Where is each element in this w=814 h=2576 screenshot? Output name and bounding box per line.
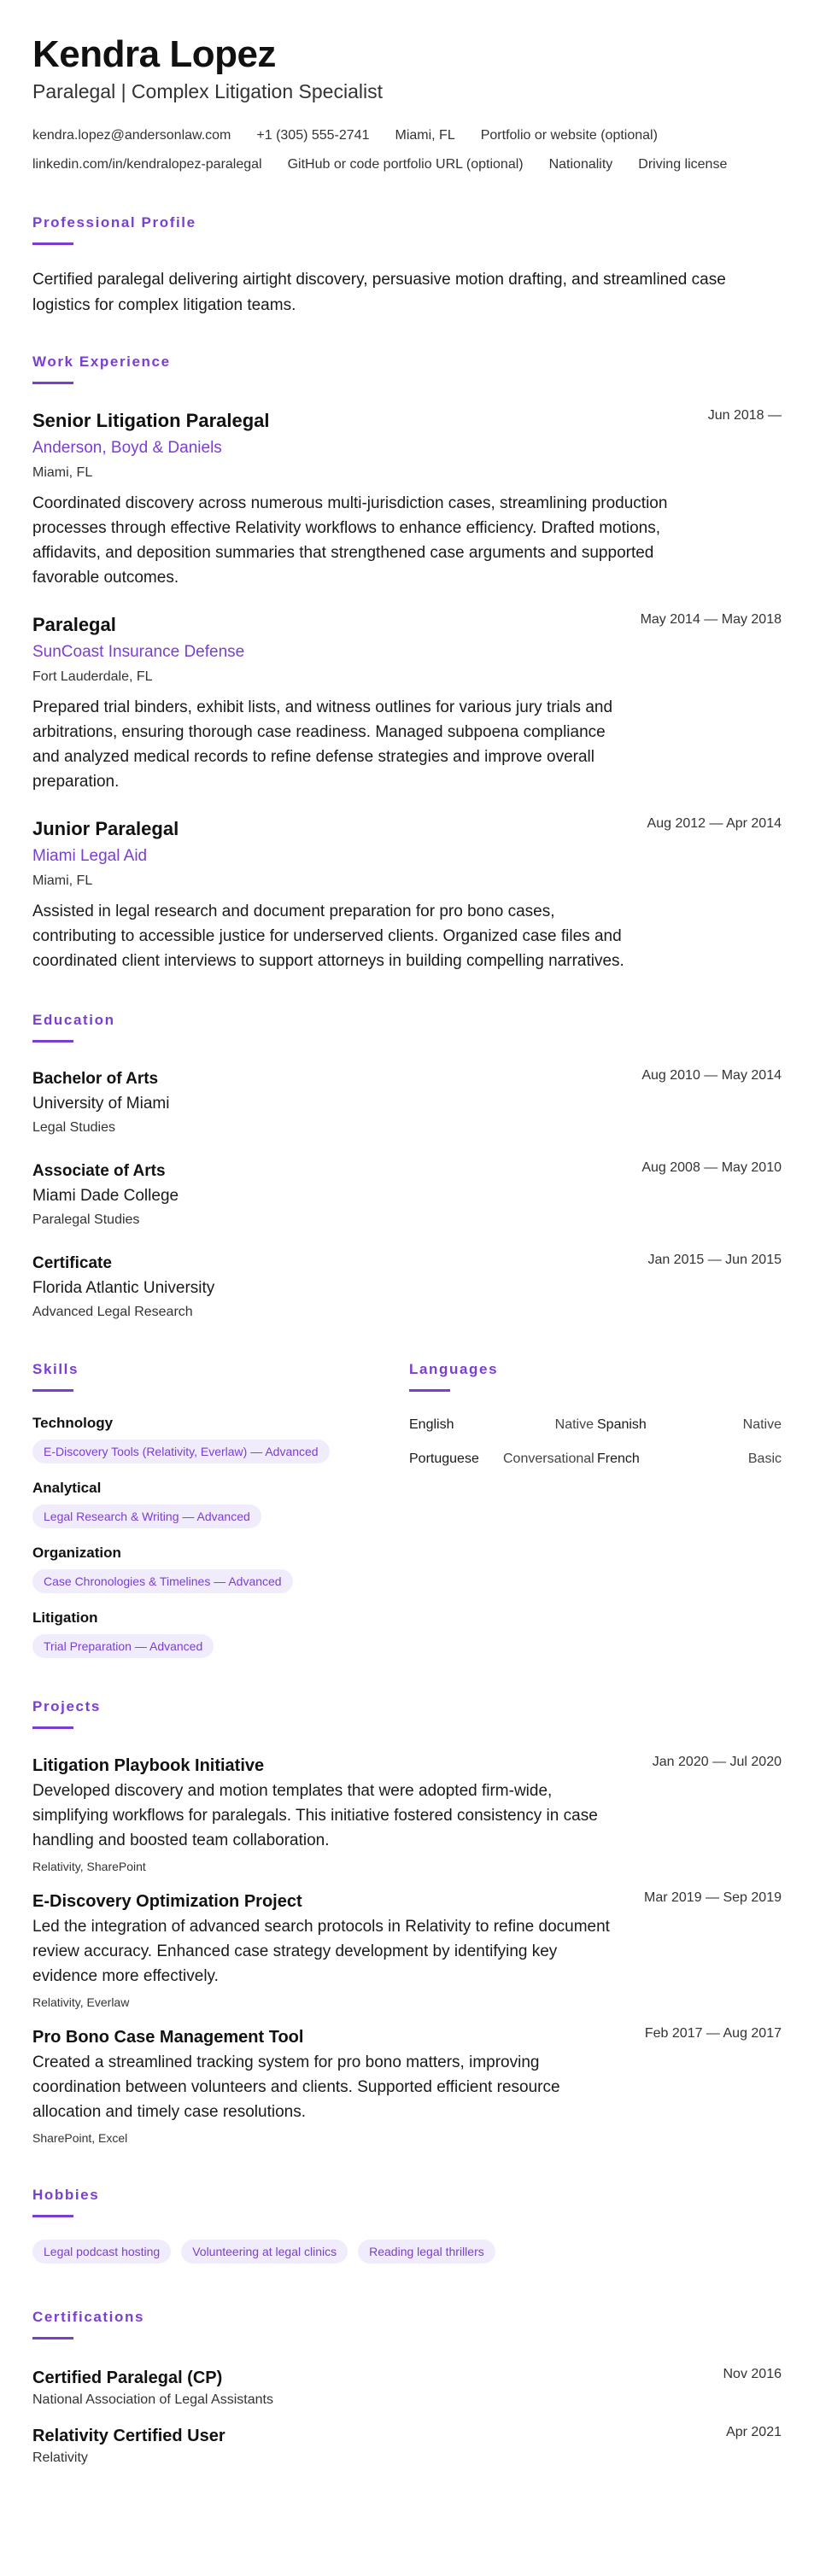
job-location: Miami, FL <box>32 465 93 480</box>
profile-summary: Certified paralegal delivering airtight discovery, persuasive motion drafting, and streamlined case logistics for complex litigation teams. <box>32 271 726 314</box>
contact-phone[interactable]: +1 (305) 555-2741 <box>256 128 370 143</box>
project-item <box>32 2026 782 2147</box>
certifications-section <box>32 2308 782 2468</box>
education-dates: Jan 2015 — Jun 2015 <box>647 1253 782 1267</box>
certification-issuer: Relativity <box>32 2450 88 2465</box>
certification-issuer: National Association of Legal Assistants <box>32 2392 273 2407</box>
field-of-study: Legal Studies <box>32 1120 115 1135</box>
section-title: Languages <box>409 1361 499 1377</box>
contact-location: Miami, FL <box>395 128 455 143</box>
job-title: Paralegal <box>32 614 116 635</box>
job-title: Junior Paralegal <box>32 818 179 839</box>
school-name: Miami Dade College <box>32 1187 179 1205</box>
contact-github[interactable]: GitHub or code portfolio URL (optional) <box>287 157 524 172</box>
section-divider <box>409 1389 450 1392</box>
profile-section <box>32 213 782 318</box>
project-description: Developed discovery and motion templates that were adopted firm-wide, simplifying workflows for paralegals. This initiative fostered consistency in case handling and boosted team collaboration. <box>32 1782 598 1849</box>
skills-section <box>32 1360 409 1658</box>
skill-pill: Trial Preparation — Advanced <box>32 1634 214 1658</box>
section-title: Skills <box>32 1361 79 1377</box>
language-name: Portuguese <box>409 1452 479 1466</box>
employer-name: Anderson, Boyd & Daniels <box>32 439 222 457</box>
job-description: Coordinated discovery across numerous multi-jurisdiction cases, streamlining production processes through effective Relativity workflows to enhance efficiency. Drafted motions, affidavits, and deposition summaries that strengthened case arguments and supported favorable outcomes. <box>32 494 668 587</box>
certification-item <box>32 2425 782 2468</box>
contact-portfolio[interactable]: Portfolio or website (optional) <box>480 128 658 143</box>
skill-category: Litigation <box>32 1609 98 1626</box>
hobby-pill: Reading legal thrillers <box>358 2240 495 2263</box>
skill-pill: E-Discovery Tools (Relativity, Everlaw) — Advanced <box>32 1440 330 1463</box>
candidate-headline: Paralegal | Complex Litigation Specialist <box>32 80 383 102</box>
language-name: French <box>597 1452 640 1466</box>
project-description: Led the integration of advanced search protocols in Relativity to refine document review accuracy. Enhanced case strategy development by identifying key evidence more effectively. <box>32 1918 610 1985</box>
skill-group <box>32 1414 409 1463</box>
hobby-pill: Volunteering at legal clinics <box>181 2240 348 2263</box>
skill-pill: Case Chronologies & Timelines — Advanced <box>32 1569 293 1593</box>
language-name: Spanish <box>597 1417 647 1432</box>
contact-driving-license: Driving license <box>638 157 728 172</box>
section-title: Certifications <box>32 2309 145 2325</box>
education-item <box>32 1160 782 1230</box>
section-title: Professional Profile <box>32 214 196 231</box>
resume-header <box>32 32 782 179</box>
section-title: Projects <box>32 1698 101 1714</box>
section-divider <box>32 382 73 384</box>
project-technologies: Relativity, SharePoint <box>32 1860 146 1873</box>
job-location: Miami, FL <box>32 873 93 888</box>
skill-pill: Legal Research & Writing — Advanced <box>32 1504 261 1528</box>
employer-name: Miami Legal Aid <box>32 847 148 865</box>
project-item <box>32 1890 782 2011</box>
certification-name: Relativity Certified User <box>32 2427 225 2445</box>
certification-item <box>32 2367 782 2410</box>
language-level: Native <box>554 1417 594 1432</box>
section-title: Hobbies <box>32 2187 100 2203</box>
degree-title: Bachelor of Arts <box>32 1070 159 1088</box>
contact-linkedin[interactable]: linkedin.com/in/kendralopez-paralegal <box>32 157 262 172</box>
degree-title: Associate of Arts <box>32 1162 166 1180</box>
project-description: Created a streamlined tracking system for pro bono matters, improving coordination between volunteers and clients. Supported efficient resource allocation and timely case resolutions. <box>32 2053 560 2121</box>
job-title: Senior Litigation Paralegal <box>32 410 270 431</box>
experience-item <box>32 612 782 794</box>
certification-name: Certified Paralegal (CP) <box>32 2369 223 2387</box>
contact-email[interactable]: kendra.lopez@andersonlaw.com <box>32 128 231 143</box>
job-description: Prepared trial binders, exhibit lists, and witness outlines for various jury trials and arbitrations, ensuring thorough case readiness. Managed subpoena compliance and analyzed medical records to refine defense strategies and improve overall preparation. <box>32 698 613 791</box>
language-name: English <box>409 1417 454 1432</box>
languages-grid <box>409 1414 782 1470</box>
section-title: Education <box>32 1012 115 1028</box>
experience-item <box>32 408 782 590</box>
projects-section <box>32 1697 782 2147</box>
skill-group <box>32 1544 409 1593</box>
education-item <box>32 1068 782 1138</box>
experience-item <box>32 816 782 973</box>
skill-group <box>32 1609 409 1658</box>
job-description: Assisted in legal research and document preparation for pro bono cases, contributing to accessible justice for underserved clients. Organized case files and coordinated client interviews to support attorneys in building compelling narratives. <box>32 902 624 970</box>
section-divider <box>32 1726 73 1729</box>
experience-section <box>32 353 782 973</box>
project-dates: Jan 2020 — Jul 2020 <box>652 1755 782 1769</box>
contact-nationality: Nationality <box>548 157 613 172</box>
hobby-pill: Legal podcast hosting <box>32 2240 171 2263</box>
field-of-study: Paralegal Studies <box>32 1212 140 1227</box>
degree-title: Certificate <box>32 1254 112 1272</box>
employer-name: SunCoast Insurance Defense <box>32 643 245 661</box>
section-divider <box>32 2337 73 2339</box>
section-divider <box>32 242 73 245</box>
section-divider <box>32 1040 73 1043</box>
candidate-name: Kendra Lopez <box>32 33 276 75</box>
education-section <box>32 1011 782 1323</box>
contact-list <box>32 121 782 179</box>
project-technologies: SharePoint, Excel <box>32 2131 128 2145</box>
skill-category: Organization <box>32 1545 121 1561</box>
section-divider <box>32 1389 73 1392</box>
section-title: Work Experience <box>32 353 171 370</box>
language-level: Native <box>742 1417 782 1432</box>
experience-dates: May 2014 — May 2018 <box>640 612 782 627</box>
project-dates: Mar 2019 — Sep 2019 <box>644 1890 782 1905</box>
field-of-study: Advanced Legal Research <box>32 1305 193 1319</box>
education-dates: Aug 2008 — May 2010 <box>641 1160 782 1175</box>
section-divider <box>32 2215 73 2217</box>
skill-group <box>32 1479 409 1528</box>
certification-date: Apr 2021 <box>726 2425 782 2439</box>
skill-category: Analytical <box>32 1480 102 1496</box>
experience-dates: Aug 2012 — Apr 2014 <box>647 816 782 831</box>
job-location: Fort Lauderdale, FL <box>32 669 153 684</box>
education-item <box>32 1253 782 1323</box>
skill-category: Technology <box>32 1415 114 1431</box>
project-title: E-Discovery Optimization Project <box>32 1892 302 1911</box>
experience-dates: Jun 2018 — <box>707 408 782 423</box>
project-dates: Feb 2017 — Aug 2017 <box>644 2026 782 2041</box>
hobbies-section <box>32 2186 782 2263</box>
school-name: University of Miami <box>32 1095 170 1113</box>
language-level: Basic <box>747 1452 782 1466</box>
language-level: Conversational <box>503 1452 594 1466</box>
hobbies-list <box>32 2240 782 2263</box>
education-dates: Aug 2010 — May 2014 <box>641 1068 782 1083</box>
project-technologies: Relativity, Everlaw <box>32 1995 130 2009</box>
skills-languages-row <box>32 1360 782 1658</box>
project-item <box>32 1755 782 1875</box>
project-title: Pro Bono Case Management Tool <box>32 2028 304 2047</box>
school-name: Florida Atlantic University <box>32 1279 215 1297</box>
certification-date: Nov 2016 <box>723 2367 782 2381</box>
languages-section <box>409 1360 782 1658</box>
project-title: Litigation Playbook Initiative <box>32 1756 265 1775</box>
